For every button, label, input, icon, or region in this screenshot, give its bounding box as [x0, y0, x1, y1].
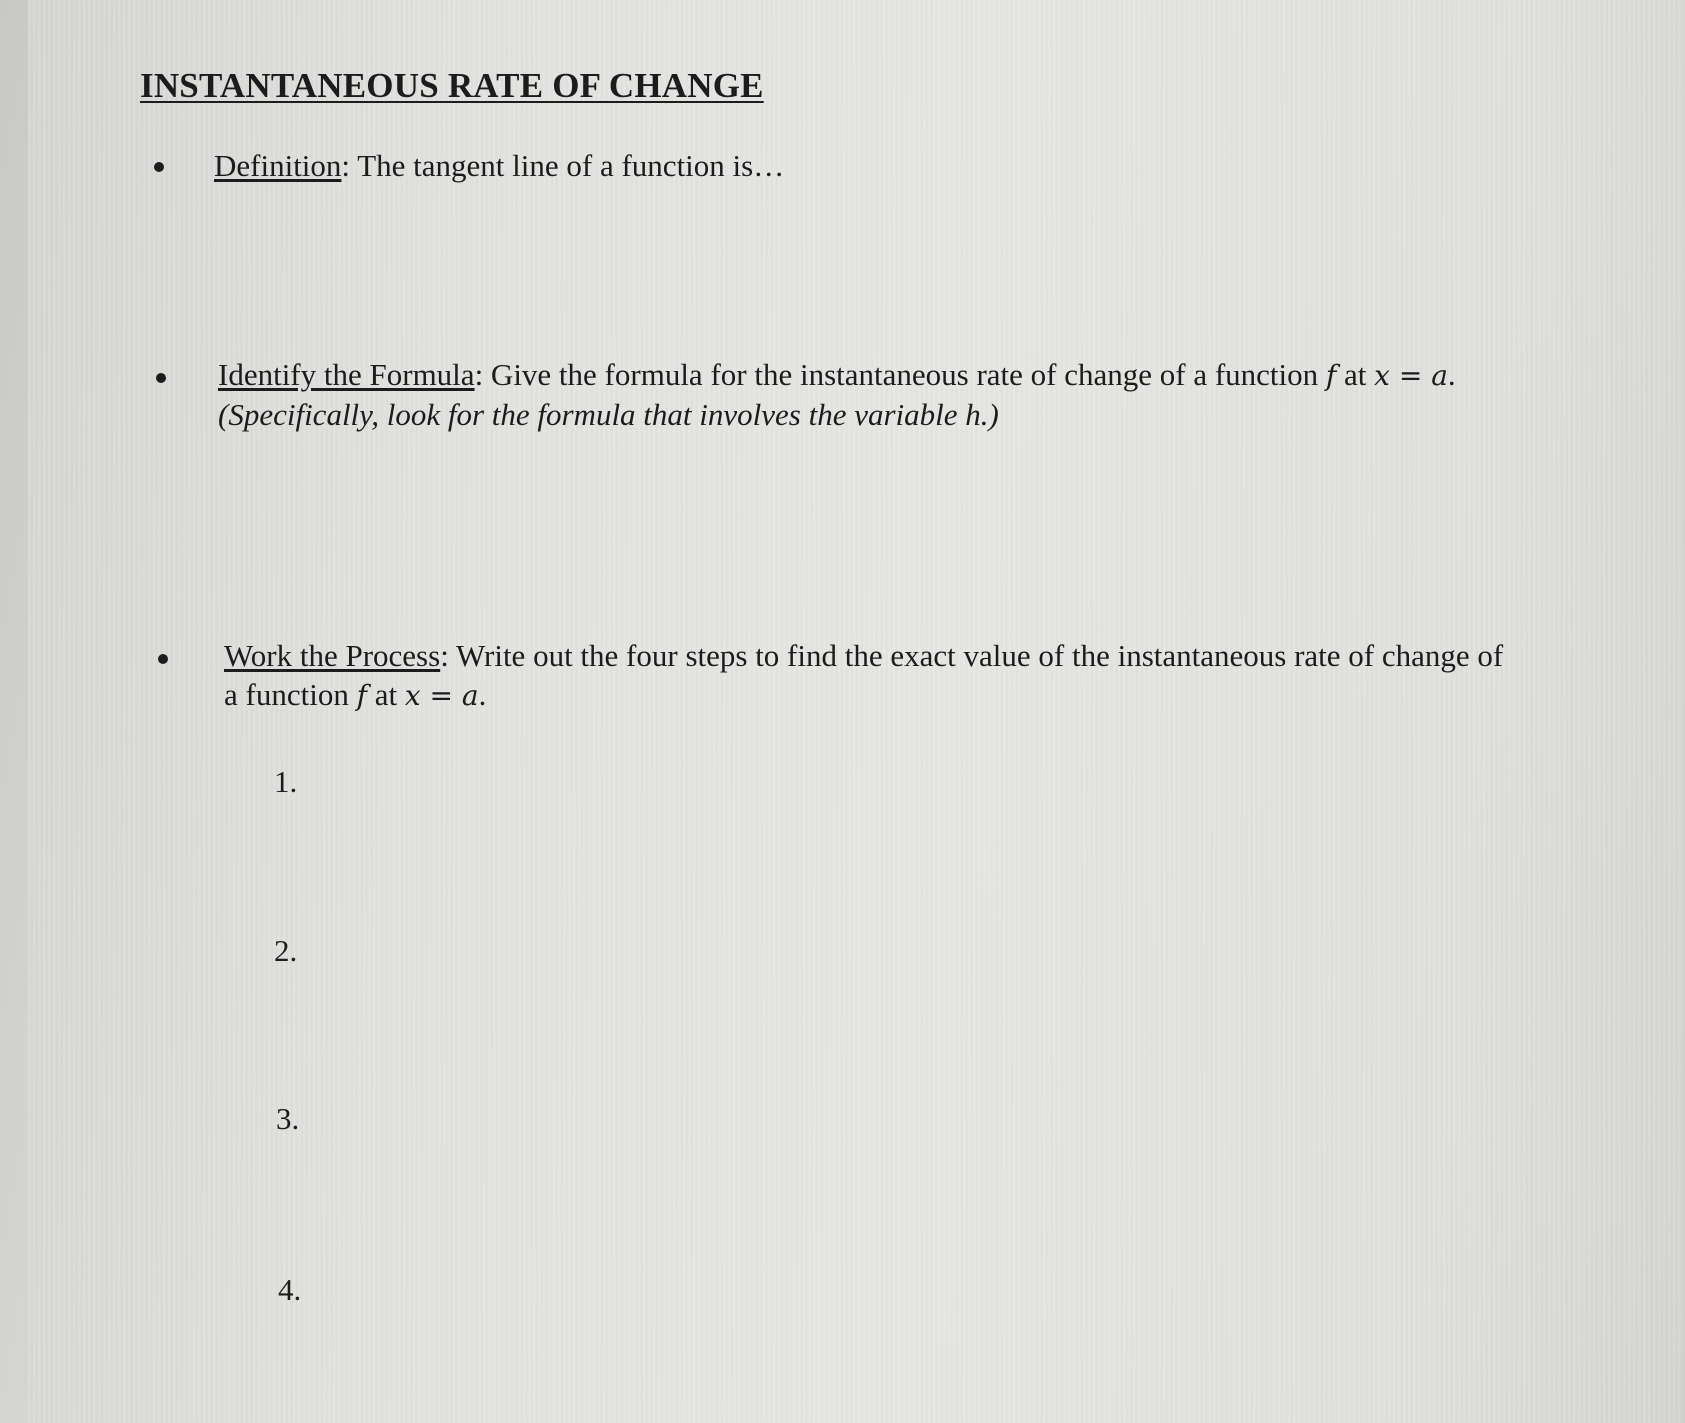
formula-equation: x = a [1374, 359, 1448, 392]
bullet-dot-formula [156, 373, 166, 383]
step-number-3: 3. [276, 1101, 300, 1136]
formula-text-end: . [1447, 357, 1456, 392]
formula-item [218, 355, 1638, 434]
worksheet-page [28, 0, 1683, 1423]
definition-label: Definition [214, 148, 342, 183]
formula-label: Identify the Formula [218, 357, 475, 392]
bullet-dot-definition [154, 162, 164, 172]
bullet-dot-process [158, 654, 168, 664]
process-text-end: . [478, 677, 487, 712]
process-text-line2: a function [224, 677, 357, 712]
formula-note: (Specifically, look for the formula that involves the variable h.) [218, 397, 999, 432]
formula-function-symbol: f [1325, 359, 1337, 392]
definition-text: : The tangent line of a function is… [341, 148, 785, 183]
formula-text-at: at [1336, 357, 1375, 392]
step-number-1: 1. [274, 764, 298, 799]
page-title: INSTANTANEOUS RATE OF CHANGE [140, 66, 764, 105]
process-item [224, 636, 1664, 715]
process-label: Work the Process [224, 638, 441, 673]
definition-item [214, 146, 1514, 185]
step-number-4: 4. [278, 1272, 302, 1307]
process-text-line1: : Write out the four steps to find the exact value of the instantaneous rate of change of [440, 638, 1504, 673]
formula-text-before: : Give the formula for the instantaneous rate of change of a function [474, 357, 1326, 392]
process-function-symbol: f [356, 679, 367, 712]
process-equation: x = a [404, 679, 479, 712]
process-text-at: at [366, 677, 405, 712]
step-number-2: 2. [274, 933, 298, 968]
